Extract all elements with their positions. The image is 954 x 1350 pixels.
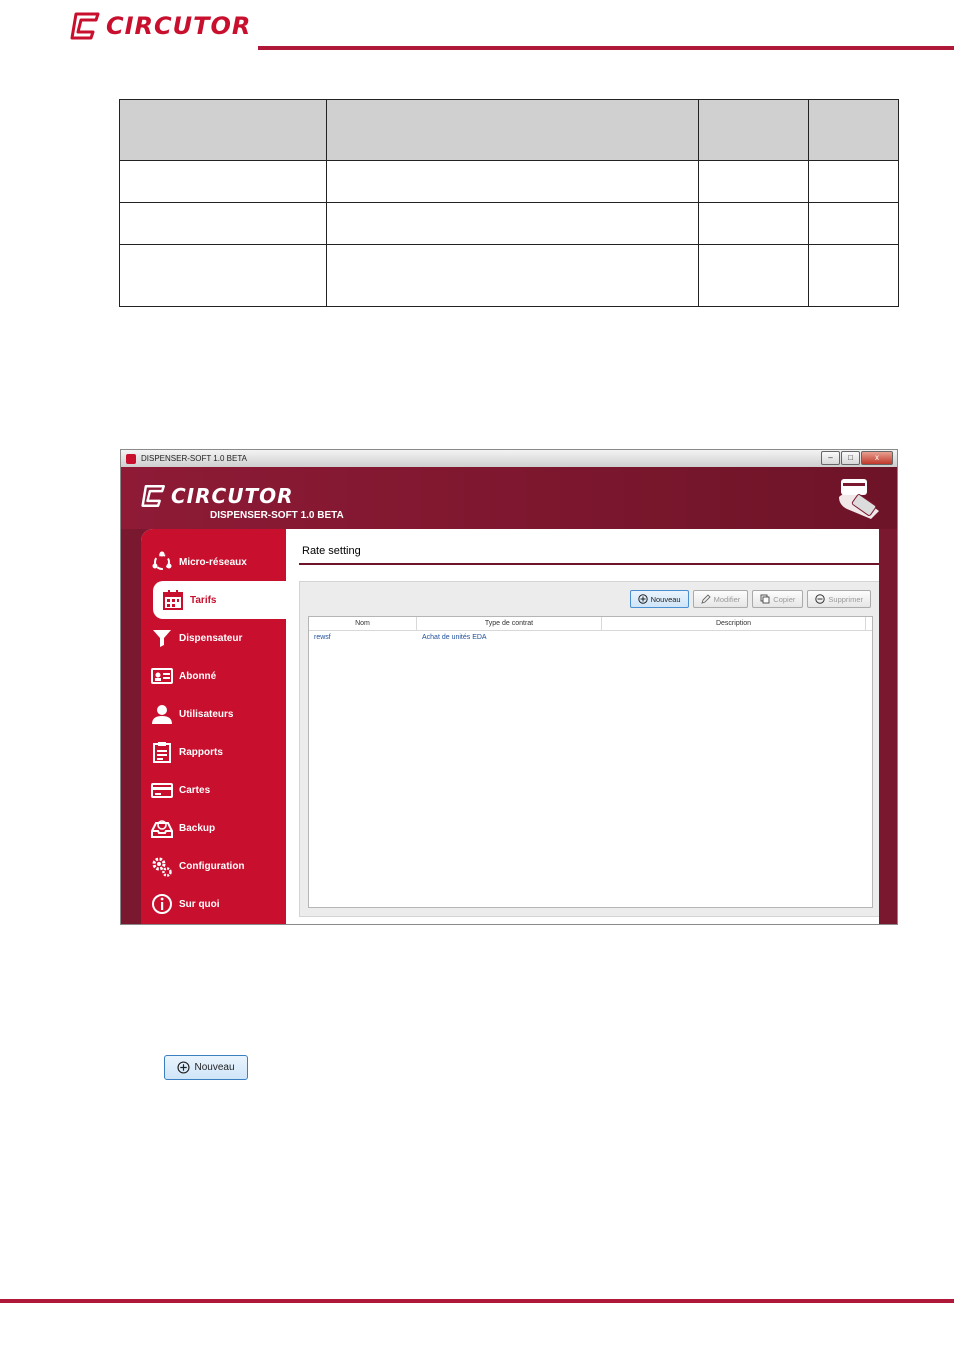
sidebar-item-configuration[interactable] <box>141 847 286 885</box>
spec-table-cell <box>699 203 809 245</box>
title-rule <box>299 563 879 565</box>
rates-panel <box>299 581 879 917</box>
edit-button-label: Modifier <box>713 594 741 604</box>
spec-table-header <box>699 100 809 161</box>
page-title: Rate setting <box>302 545 361 557</box>
spec-table-row <box>120 245 899 307</box>
close-button[interactable]: x <box>861 451 893 465</box>
funnel-icon <box>151 627 173 649</box>
minus-circle-icon <box>815 594 825 604</box>
sidebar-item-label: Tarifs <box>190 594 217 606</box>
calendar-icon <box>162 589 184 611</box>
app-logo-text: CIRCUTOR <box>171 484 294 508</box>
network-icon <box>151 551 173 573</box>
spec-table-header <box>327 100 699 161</box>
cell-description <box>602 631 866 644</box>
spec-table-header-row <box>120 100 899 161</box>
backup-icon <box>151 817 173 839</box>
app-logo <box>141 483 293 509</box>
sidebar-item-sur-quoi[interactable] <box>141 885 286 923</box>
table-row[interactable] <box>309 631 872 644</box>
spec-table-cell <box>809 161 899 203</box>
copy-button-label: Copier <box>773 594 796 604</box>
plus-circle-icon <box>638 594 648 604</box>
spec-table-cell <box>327 203 699 245</box>
spec-table-row <box>120 203 899 245</box>
copy-button[interactable] <box>752 590 803 608</box>
sidebar-item-label: Dispensateur <box>179 632 243 644</box>
gears-icon <box>151 855 173 877</box>
sidebar-item-rapports[interactable] <box>141 733 286 771</box>
sidebar-item-label: Rapports <box>179 746 223 758</box>
window-controls <box>821 451 893 465</box>
spec-table-cell <box>120 245 327 307</box>
sidebar-item-dispensateur[interactable] <box>141 619 286 657</box>
main-panel <box>286 529 879 925</box>
delete-button[interactable] <box>807 590 871 608</box>
sidebar-item-backup[interactable] <box>141 809 286 847</box>
credit-card-icon <box>151 779 173 801</box>
app-header <box>121 467 897 529</box>
spec-table-header <box>120 100 327 161</box>
window-title: DISPENSER-SOFT 1.0 BETA <box>141 454 247 463</box>
sidebar-item-abonne[interactable] <box>141 657 286 695</box>
maximize-button[interactable]: □ <box>841 451 860 465</box>
spec-table-cell <box>699 245 809 307</box>
column-header-nom[interactable]: Nom <box>309 617 417 630</box>
spec-table-cell <box>327 161 699 203</box>
sidebar-item-label: Abonné <box>179 670 217 682</box>
new-button[interactable] <box>630 590 689 608</box>
circutor-logo-icon <box>70 10 102 42</box>
new-button-illustration-label: Nouveau <box>194 1062 235 1073</box>
window-titlebar[interactable] <box>121 450 897 467</box>
circutor-logo-icon <box>141 483 167 509</box>
plus-circle-icon <box>177 1061 190 1074</box>
cell-nom: rewsf <box>314 634 331 641</box>
spec-table-cell <box>809 245 899 307</box>
new-button-label: Nouveau <box>650 594 681 604</box>
spec-table-cell <box>120 203 327 245</box>
sidebar-item-cartes[interactable] <box>141 771 286 809</box>
spec-table-cell <box>120 161 327 203</box>
minimize-button[interactable]: – <box>821 451 840 465</box>
spec-table-header <box>809 100 899 161</box>
sidebar-item-label: Backup <box>179 822 216 834</box>
column-header-description[interactable]: Description <box>602 617 866 630</box>
sidebar-item-label: Micro-réseaux <box>179 556 247 568</box>
app-window <box>120 449 898 925</box>
app-icon <box>126 454 136 464</box>
sidebar-item-utilisateurs[interactable] <box>141 695 286 733</box>
app-subtitle: DISPENSER-SOFT 1.0 BETA <box>210 510 344 521</box>
spec-table-cell <box>809 203 899 245</box>
sidebar-item-label: Utilisateurs <box>179 708 234 720</box>
id-card-icon <box>151 665 173 687</box>
new-button-illustration[interactable] <box>164 1055 248 1080</box>
grid-header <box>309 617 872 631</box>
column-header-type[interactable]: Type de contrat <box>417 617 602 630</box>
document-logo-text: CIRCUTOR <box>106 12 252 40</box>
sidebar <box>141 529 286 925</box>
user-icon <box>151 703 173 725</box>
sidebar-item-label: Cartes <box>179 784 211 796</box>
sidebar-item-tarifs[interactable] <box>153 581 286 619</box>
header-rule <box>258 46 954 50</box>
pencil-icon <box>701 594 711 604</box>
delete-button-label: Supprimer <box>828 594 863 604</box>
footer-rule <box>0 1299 954 1303</box>
content-area <box>141 529 879 925</box>
card-dispenser-icon <box>835 477 883 521</box>
document-logo <box>70 10 251 42</box>
sidebar-item-micro-reseaux[interactable] <box>141 543 286 581</box>
rates-grid <box>308 616 873 908</box>
spec-table-row <box>120 161 899 203</box>
cell-type: Achat de unités EDA <box>422 634 487 641</box>
edit-button[interactable] <box>693 590 749 608</box>
sidebar-item-label: Configuration <box>179 860 245 872</box>
spec-table-cell <box>327 245 699 307</box>
toolbar <box>630 590 871 608</box>
info-icon <box>151 893 173 915</box>
spec-table-cell <box>699 161 809 203</box>
sidebar-item-label: Sur quoi <box>179 898 220 910</box>
clipboard-icon <box>151 741 173 763</box>
spec-table <box>119 99 899 307</box>
copy-icon <box>760 594 770 604</box>
